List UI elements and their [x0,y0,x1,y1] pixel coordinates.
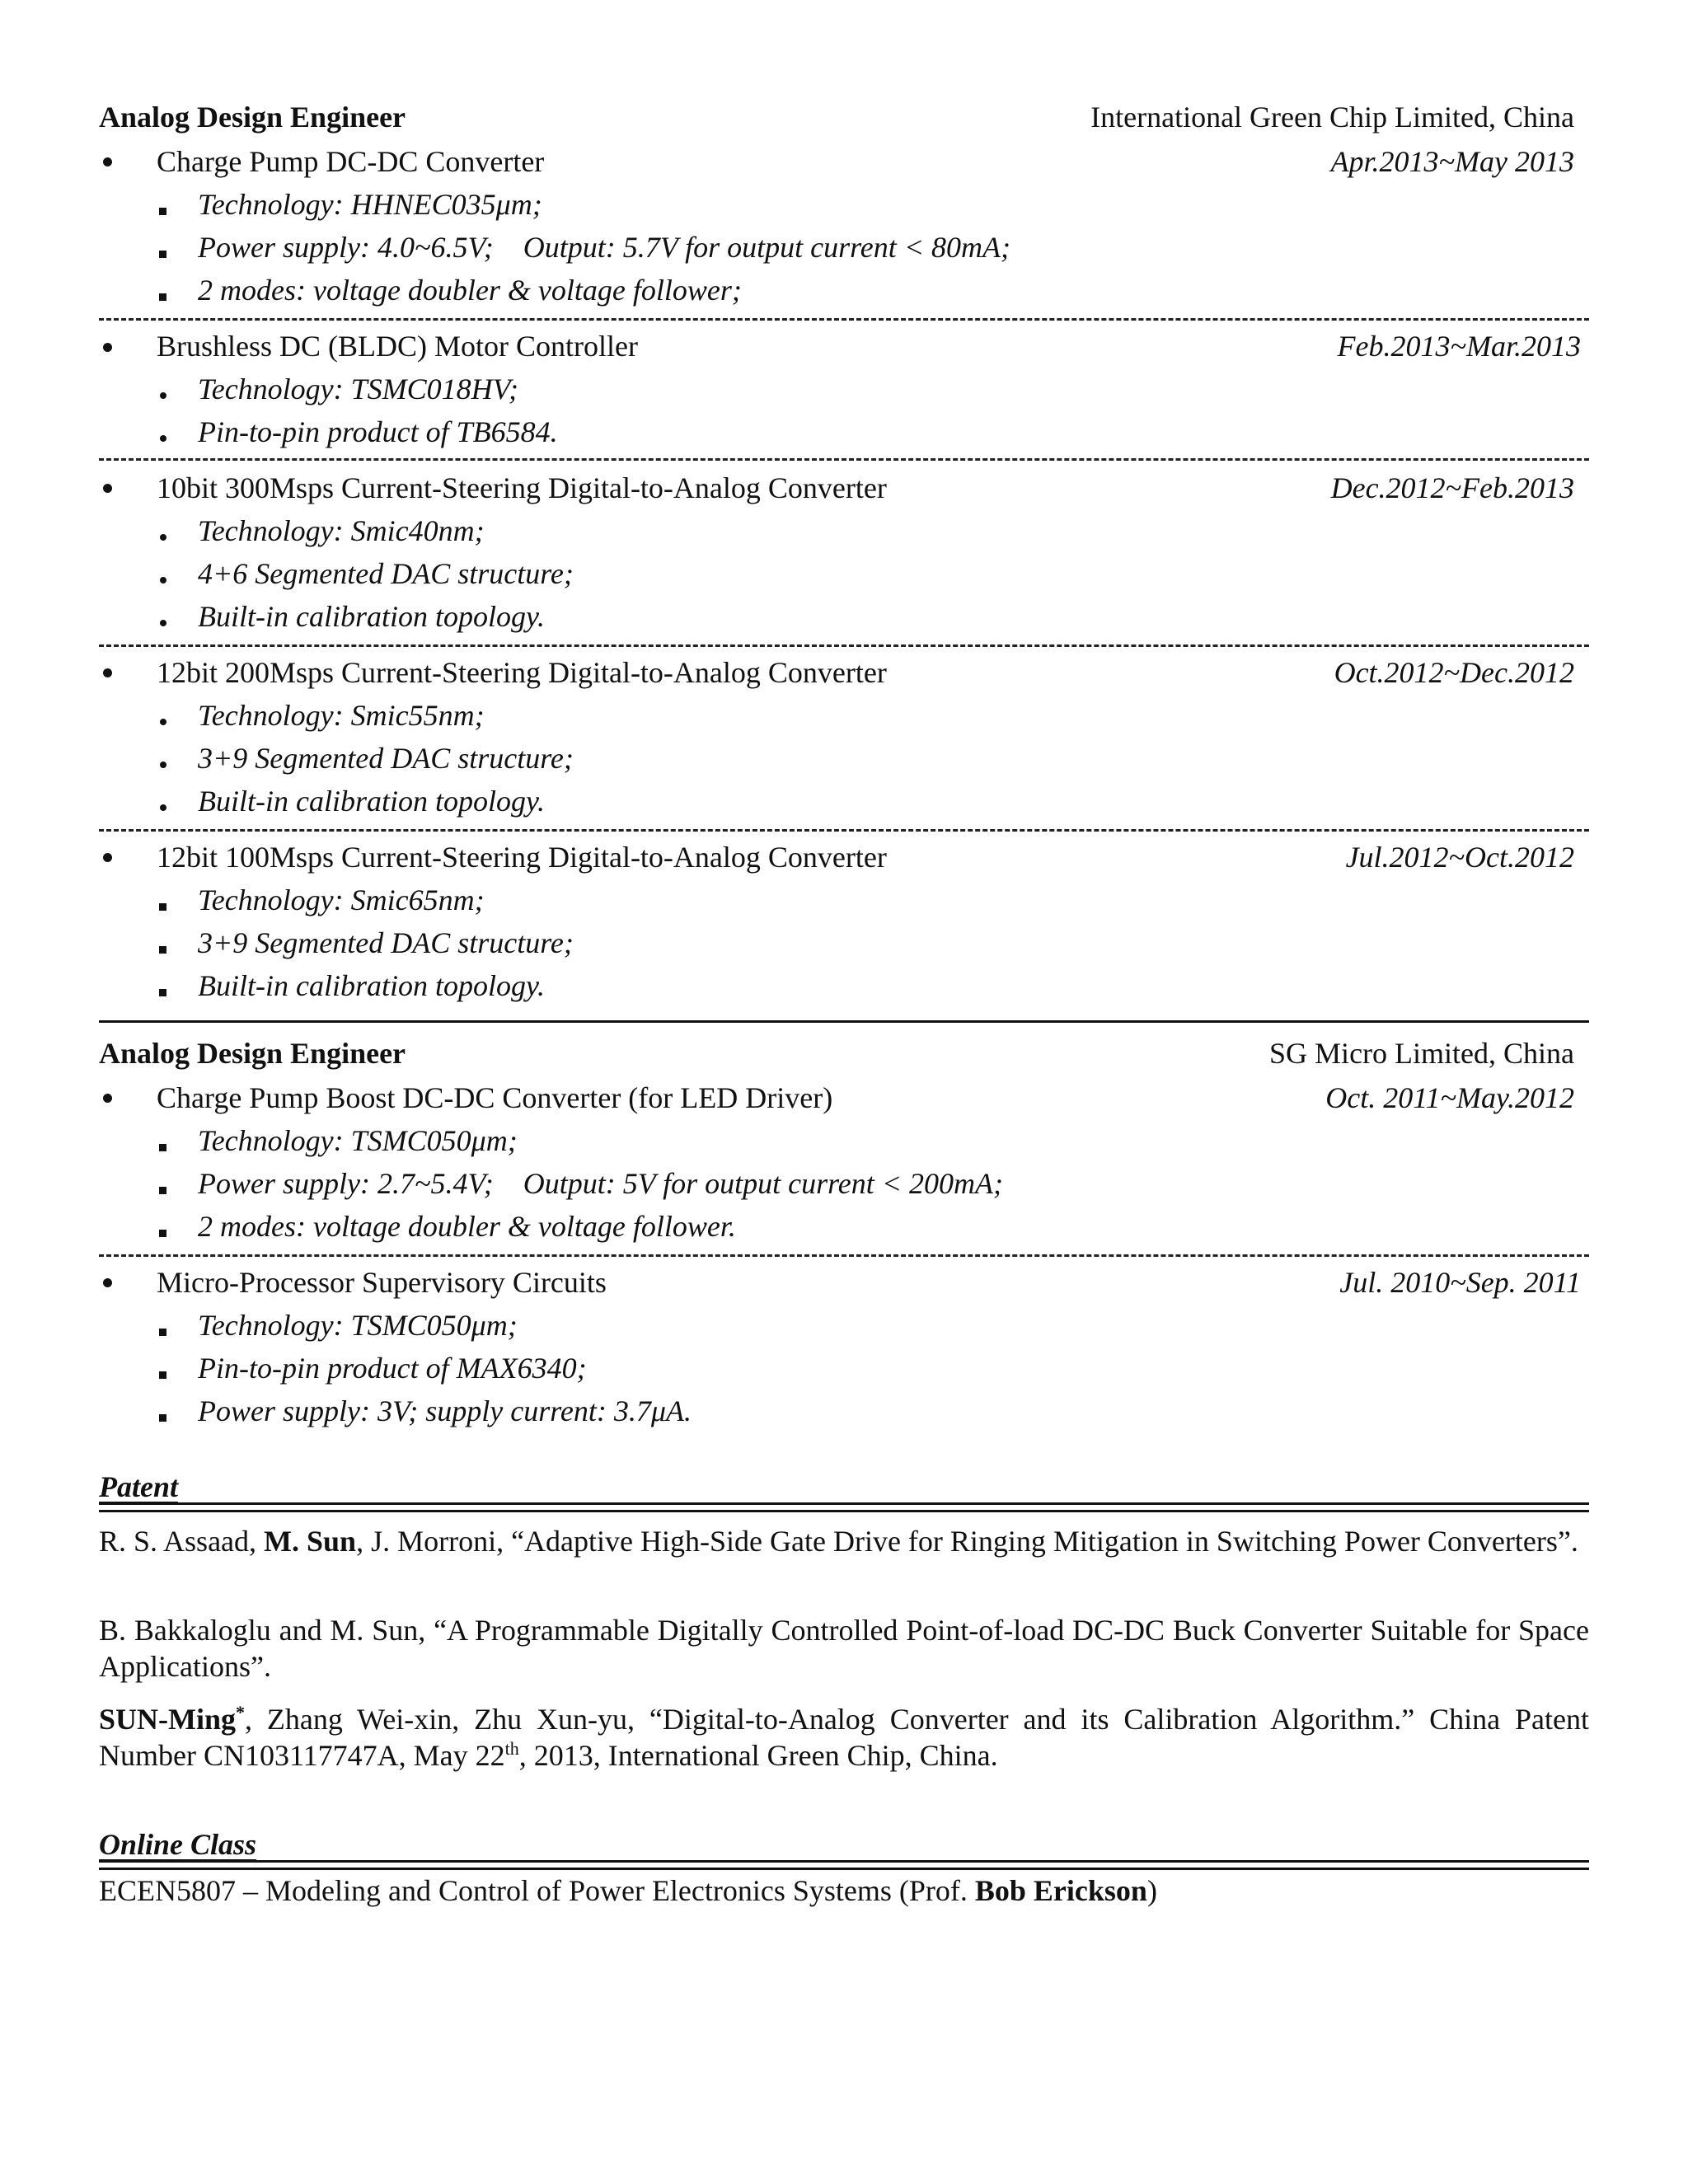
project-detail: Built-in calibration topology. [198,785,545,818]
project-name: 12bit 200Msps Current-Steering Digital-to-Analog Converter [157,656,887,689]
superscript: th [504,1738,519,1759]
job-title: Analog Design Engineer [99,101,406,134]
detail-bullet [159,903,166,911]
author-highlight: M. Sun [264,1525,357,1558]
detail-bullet [160,534,166,541]
section-heading-patent: Patent [99,1470,178,1503]
patent-title: , J. Morroni, “Adaptive High-Side Gate Drive for Ringing Mitigation in Switching Power Converters”. [356,1525,1578,1558]
detail-bullet [159,946,166,954]
patent-entry: B. Bakkaloglu and M. Sun, “A Programmable Digitally Controlled Point-of-load DC-DC Buck Converter Suitable for Space Applications”. [99,1614,1589,1683]
detail-bullet [160,620,166,626]
project-bullet [103,1278,112,1287]
dashed-divider [99,644,1589,647]
detail-bullet [159,1371,166,1379]
class-title: ECEN5807 – Modeling and Control of Power Electronics Systems (Prof. [99,1874,968,1907]
project-bullet [103,484,112,493]
project-detail: 3+9 Segmented DAC structure; [198,926,574,959]
project-detail: Technology: Smic65nm; [198,883,485,916]
project-detail: Technology: HHNEC035μm; [198,188,542,221]
online-class-entry [99,1872,1157,1909]
project-detail: 2 modes: voltage doubler & voltage follower. [198,1210,736,1243]
detail-bullet [159,251,166,258]
project-detail: Built-in calibration topology. [198,600,545,633]
closing-paren: ) [1146,1874,1157,1907]
project-name: 12bit 100Msps Current-Steering Digital-to-Analog Converter [157,841,887,874]
project-dates: Oct. 2011~May.2012 [1325,1081,1574,1114]
project-bullet [103,668,112,677]
project-detail: 2 modes: voltage doubler & voltage follower; [198,274,742,307]
project-name: 10bit 300Msps Current-Steering Digital-to-Analog Converter [157,471,887,504]
project-detail: Power supply: 4.0~6.5V; Output: 5.7V for output current < 80mA; [198,231,1011,264]
project-bullet [103,157,112,166]
company-name: International Green Chip Limited, China [1090,101,1574,134]
project-bullet [103,343,112,352]
project-detail: Technology: Smic55nm; [198,699,485,732]
project-detail: Pin-to-pin product of MAX6340; [198,1352,587,1385]
superscript: * [236,1702,246,1722]
detail-bullet [159,1144,166,1151]
project-detail: Power supply: 2.7~5.4V; Output: 5V for output current < 200mA; [198,1167,1004,1200]
detail-bullet [159,293,166,301]
project-dates: Apr.2013~May 2013 [1330,145,1574,178]
project-name: Brushless DC (BLDC) Motor Controller [157,330,638,363]
detail-bullet [160,577,166,583]
patent-entry [99,1523,1589,1559]
author-highlight: SUN-Ming [99,1703,237,1736]
project-detail: Technology: TSMC050μm; [198,1309,518,1342]
project-name: Micro-Processor Supervisory Circuits [157,1266,607,1299]
project-detail: Built-in calibration topology. [198,969,545,1002]
detail-bullet [159,1329,166,1336]
project-detail: Technology: TSMC050μm; [198,1124,518,1157]
project-detail: Pin-to-pin product of TB6584. [198,415,558,448]
detail-bullet [160,762,166,768]
job-divider [99,1020,1589,1023]
project-detail: Power supply: 3V; supply current: 3.7μA. [198,1394,692,1427]
patent-source: , 2013, International Green Chip, China. [518,1739,998,1772]
project-detail: Technology: TSMC018HV; [198,373,518,405]
project-bullet [103,1094,112,1103]
patent-authors: R. S. Assaad, [99,1525,257,1558]
project-dates: Dec.2012~Feb.2013 [1330,471,1574,504]
project-detail: Technology: Smic40nm; [198,514,485,547]
project-dates: Feb.2013~Mar.2013 [1337,330,1581,363]
job-title: Analog Design Engineer [99,1037,406,1070]
detail-bullet [159,1414,166,1422]
patent-title: , Zhang Wei-xin, Zhu Xun-yu, “Digital-to-Analog Converter and its Calibration Algorithm.” China Patent Number CN103117747A, May 22 [99,1703,1589,1772]
section-heading-online-class: Online Class [99,1828,257,1861]
project-detail: 4+6 Segmented DAC structure; [198,557,574,590]
dashed-divider [99,458,1589,461]
dashed-divider [99,829,1589,832]
company-name: SG Micro Limited, China [1269,1037,1574,1070]
detail-bullet [160,804,166,811]
detail-bullet [159,208,166,215]
detail-bullet [160,392,166,399]
project-name: Charge Pump Boost DC-DC Converter (for LED Driver) [157,1081,833,1114]
patent-entry [99,1701,1589,1774]
dashed-divider [99,318,1589,321]
project-dates: Oct.2012~Dec.2012 [1334,656,1574,689]
project-name: Charge Pump DC-DC Converter [157,145,545,178]
section-rule [99,1860,1589,1870]
project-detail: 3+9 Segmented DAC structure; [198,742,574,775]
detail-bullet [160,719,166,725]
section-rule [99,1502,1589,1512]
detail-bullet [160,435,166,442]
project-bullet [103,853,112,862]
project-dates: Jul. 2010~Sep. 2011 [1339,1266,1581,1299]
dashed-divider [99,1254,1589,1257]
detail-bullet [159,1187,166,1194]
project-dates: Jul.2012~Oct.2012 [1345,841,1574,874]
detail-bullet [159,989,166,996]
instructor-name: Bob Erickson [974,1874,1147,1907]
detail-bullet [159,1230,166,1237]
